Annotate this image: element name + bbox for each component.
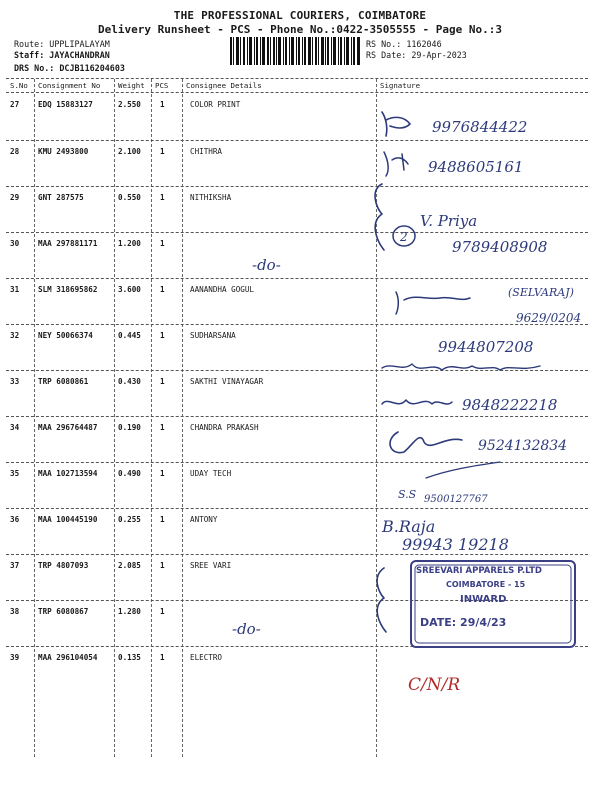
signature-scribble [390, 432, 462, 453]
row-consignee: CHITHRA [190, 147, 223, 156]
row-pcs: 1 [160, 423, 165, 432]
row-weight: 2.085 [118, 561, 141, 570]
hw-initials-35: S.S [398, 488, 417, 501]
rs-number: RS No.: 1162046 [366, 39, 442, 49]
hw-circle-2: 2 [400, 230, 408, 244]
signature-scribble [382, 364, 540, 370]
row-pcs: 1 [160, 331, 165, 340]
row-consignment: MAA 102713594 [38, 469, 98, 478]
col-header-consignee: Consignee Details [186, 81, 262, 90]
staff-label: Staff: JAYACHANDRAN [14, 50, 110, 60]
row-pcs: 1 [160, 100, 165, 109]
row-consignee: SAKTHI VINAYAGAR [190, 377, 264, 386]
hw-name-31: (SELVARAJ) [508, 286, 574, 299]
row-sno: 28 [10, 147, 20, 156]
row-weight: 2.100 [118, 147, 141, 156]
stamp-inward: INWARD [460, 594, 507, 605]
signature-scribble [382, 400, 452, 404]
bracket-mark [377, 568, 386, 632]
row-pcs: 1 [160, 515, 165, 524]
row-pcs: 1 [160, 469, 165, 478]
row-consignee: COLOR PRINT [190, 100, 241, 109]
signature-scribble [426, 462, 500, 478]
col-header-signature: Signature [380, 81, 421, 90]
col-header-sno: S.No [10, 81, 28, 90]
col-header-pcs: PCS [155, 81, 169, 90]
row-consignee: CHANDRA PRAKASH [190, 423, 259, 432]
row-consignment: GNT 287575 [38, 193, 84, 202]
row-weight: 0.490 [118, 469, 141, 478]
row-consignment: TRP 6080861 [38, 377, 89, 386]
row-sno: 38 [10, 607, 20, 616]
runsheet-subtitle: Delivery Runsheet - PCS - Phone No.:0422-3505555 - Page No.:3 [98, 23, 502, 36]
hw-ditto-30: -do- [252, 256, 281, 274]
hw-phone-34: 9524132834 [478, 438, 568, 454]
hw-phone-27: 9976844422 [432, 118, 528, 136]
hw-name-36: B.Raja [382, 517, 436, 536]
col-header-consignment: Consignment No [38, 81, 101, 90]
row-sno: 35 [10, 469, 20, 478]
company-title: THE PROFESSIONAL COURIERS, COIMBATORE [173, 9, 427, 22]
row-weight: 1.200 [118, 239, 141, 248]
row-consignment: MAA 297881171 [38, 239, 98, 248]
row-sno: 33 [10, 377, 20, 386]
row-consignment: MAA 296764487 [38, 423, 98, 432]
row-pcs: 1 [160, 653, 165, 662]
row-pcs: 1 [160, 193, 165, 202]
row-consignee: AANANDHA GOGUL [190, 285, 255, 294]
row-sno: 36 [10, 515, 20, 524]
row-weight: 0.190 [118, 423, 141, 432]
row-weight: 0.550 [118, 193, 141, 202]
hw-phone-28: 9488605161 [428, 158, 524, 176]
hw-name-29: V. Priya [420, 212, 478, 230]
row-weight: 0.430 [118, 377, 141, 386]
row-sno: 37 [10, 561, 20, 570]
row-consignee: ANTONY [190, 515, 218, 524]
row-weight: 2.550 [118, 100, 141, 109]
row-pcs: 1 [160, 285, 165, 294]
row-consignee: NITHIKSHA [190, 193, 232, 202]
row-consignment: TRP 6080867 [38, 607, 89, 616]
row-consignment: MAA 296104054 [38, 653, 98, 662]
row-sno: 29 [10, 193, 20, 202]
row-sno: 39 [10, 653, 20, 662]
row-weight: 0.135 [118, 653, 141, 662]
hw-phone-30: 9789408908 [452, 238, 548, 256]
hw-ditto-38: -do- [232, 620, 261, 638]
hw-phone-36: 99943 19218 [402, 535, 509, 554]
bracket-mark [375, 184, 384, 250]
row-weight: 3.600 [118, 285, 141, 294]
row-sno: 31 [10, 285, 20, 294]
stamp-company: SREEVARI APPARELS P.LTD [416, 566, 542, 576]
row-consignment: TRP 4807093 [38, 561, 89, 570]
stamp-date: DATE: 29/4/23 [420, 616, 507, 629]
hw-phone-33: 9848222218 [462, 396, 558, 414]
col-header-weight: Weight [118, 81, 145, 90]
hw-cnr-39: C/N/R [408, 675, 461, 695]
signature-scribble [384, 152, 408, 176]
row-pcs: 1 [160, 239, 165, 248]
row-weight: 0.255 [118, 515, 141, 524]
row-consignee: SREE VARI [190, 561, 232, 570]
row-pcs: 1 [160, 561, 165, 570]
stamp-city: COIMBATORE - 15 [446, 580, 526, 589]
row-consignment: NEY 50066374 [38, 331, 93, 340]
row-sno: 30 [10, 239, 20, 248]
signature-scribble [396, 292, 470, 314]
row-consignee: ELECTRO [190, 653, 223, 662]
inward-stamp [408, 558, 578, 650]
row-sno: 27 [10, 100, 20, 109]
row-consignment: EDQ 15883127 [38, 100, 93, 109]
hw-phone-35: 9500127767 [424, 494, 488, 505]
row-sno: 34 [10, 423, 20, 432]
row-consignment: KMU 2493800 [38, 147, 89, 156]
hw-phone-31: 9629/0204 [516, 311, 582, 325]
hw-phone-32: 9944807208 [438, 338, 534, 356]
route-label: Route: UPPLIPALAYAM [14, 39, 110, 49]
row-consignment: MAA 100445190 [38, 515, 98, 524]
row-weight: 1.280 [118, 607, 141, 616]
row-weight: 0.445 [118, 331, 141, 340]
row-consignee: SUDHARSANA [190, 331, 236, 340]
row-pcs: 1 [160, 147, 165, 156]
signature-scribble [382, 112, 410, 136]
row-consignment: SLM 318695862 [38, 285, 98, 294]
row-sno: 32 [10, 331, 20, 340]
rs-date: RS Date: 29-Apr-2023 [366, 50, 467, 60]
row-pcs: 1 [160, 377, 165, 386]
row-consignee: UDAY TECH [190, 469, 232, 478]
drs-number: DRS No.: DCJB116204603 [14, 63, 125, 73]
row-pcs: 1 [160, 607, 165, 616]
